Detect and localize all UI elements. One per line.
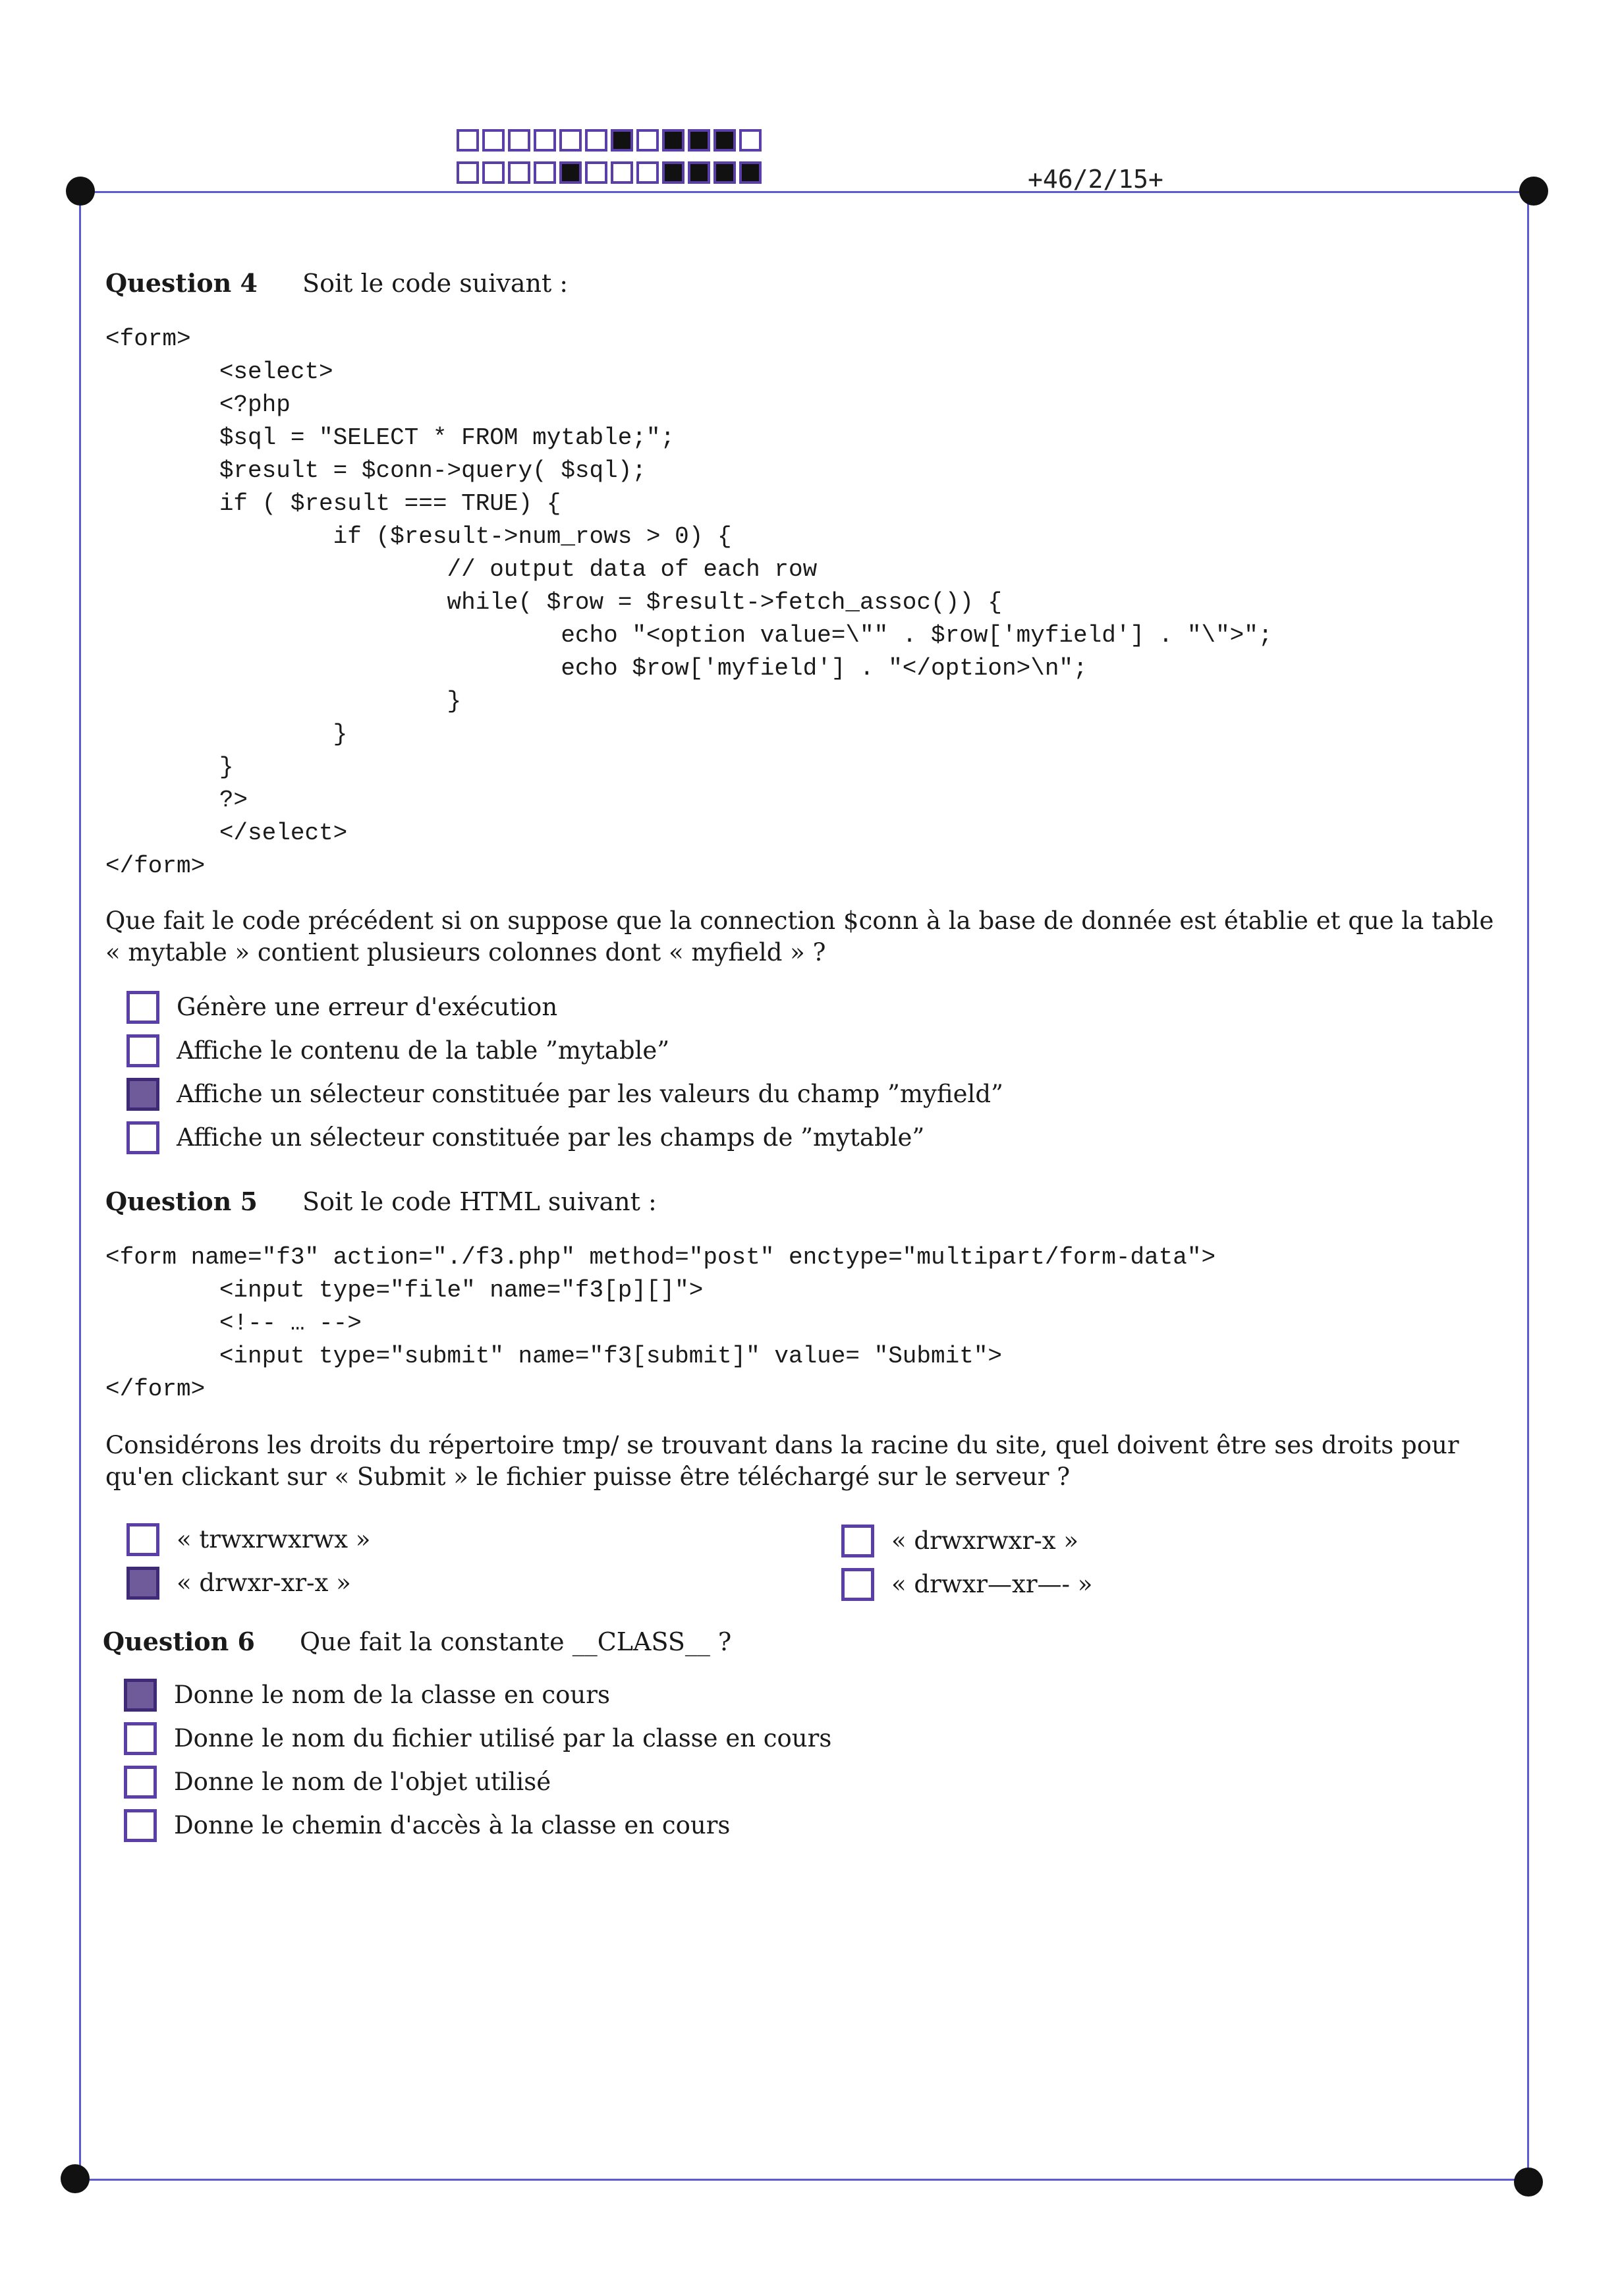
checkbox[interactable]: [124, 1766, 157, 1799]
question-5-text: Considérons les droits du répertoire tmp/ se trouvant dans la racine du site, quel doivent être ses droits pour qu'en clickant sur « Submit » le fichier puisse être téléchargé sur le serveur ?: [105, 1431, 1459, 1491]
barcode-cell: [688, 161, 710, 184]
choice-label: Affiche un sélecteur constituée par les valeurs du champ ”myfield”: [177, 1080, 1003, 1108]
choice-label: Donne le chemin d'accès à la classe en cours: [174, 1811, 731, 1839]
question-5-prompt: Soit le code HTML suivant :: [302, 1187, 657, 1216]
checkbox[interactable]: [126, 1078, 159, 1111]
barcode-cell: [508, 161, 530, 184]
checkbox[interactable]: [841, 1568, 874, 1601]
question-5-choice-3[interactable]: [126, 1567, 351, 1600]
question-6-choice-1[interactable]: [124, 1679, 610, 1712]
choice-label: « drwxr-xr-x »: [177, 1569, 351, 1597]
corner-mark-top-right: [1519, 177, 1548, 206]
barcode-cell: [713, 129, 736, 152]
barcode-row-bottom: [457, 161, 765, 184]
barcode-cell: [662, 129, 684, 152]
barcode-cell: [559, 129, 582, 152]
question-6-choice-4[interactable]: [124, 1809, 730, 1842]
frame-right-line: [1527, 191, 1529, 2181]
checkbox[interactable]: [124, 1679, 157, 1712]
question-6-prompt: Que fait la constante __CLASS__ ?: [300, 1627, 732, 1656]
question-4-choice-3[interactable]: [126, 1078, 1003, 1111]
barcode-cell: [739, 129, 762, 152]
barcode-cell: [534, 129, 556, 152]
corner-mark-bottom-left: [61, 2164, 90, 2193]
barcode-cell: [713, 161, 736, 184]
corner-mark-bottom-right: [1514, 2168, 1543, 2197]
barcode-cell: [662, 161, 684, 184]
question-6-header: [103, 1626, 731, 1658]
barcode-cell: [611, 129, 633, 152]
choice-label: Affiche un sélecteur constituée par les champs de ”mytable”: [177, 1123, 925, 1152]
choice-label: Génère une erreur d'exécution: [177, 993, 558, 1021]
question-4-header: [105, 267, 568, 299]
barcode-cell: [585, 161, 607, 184]
barcode-cell: [457, 161, 479, 184]
question-4-choice-1[interactable]: [126, 991, 557, 1024]
question-6-choice-2[interactable]: [124, 1722, 831, 1755]
checkbox[interactable]: [126, 1034, 159, 1067]
question-4-choice-2[interactable]: [126, 1034, 669, 1067]
barcode-cell: [739, 161, 762, 184]
checkbox[interactable]: [841, 1525, 874, 1557]
barcode-cell: [636, 129, 659, 152]
checkbox[interactable]: [124, 1722, 157, 1755]
question-5-label: Question 5: [105, 1187, 258, 1216]
question-6-label: Question 6: [103, 1627, 255, 1656]
choice-label: « drwxrwxr-x »: [891, 1526, 1078, 1555]
checkbox[interactable]: [126, 1523, 159, 1556]
barcode-cell: [585, 129, 607, 152]
barcode-cell: [688, 129, 710, 152]
question-5-choice-1[interactable]: [126, 1523, 370, 1556]
choice-label: Affiche le contenu de la table ”mytable”: [177, 1036, 670, 1065]
barcode-cell: [482, 129, 505, 152]
page-id: +46/2/15+: [1028, 165, 1163, 194]
barcode-row-top: [457, 129, 765, 152]
frame-bottom-line: [74, 2179, 1528, 2181]
question-6-choice-3[interactable]: [124, 1766, 551, 1799]
checkbox[interactable]: [126, 1121, 159, 1154]
barcode-cell: [636, 161, 659, 184]
barcode-cell: [482, 161, 505, 184]
question-4-code: <form> <select> <?php $sql = "SELECT * FROM mytable;"; $result = $conn->query( $sql); if ( $result === TRUE) { if ($result->num_rows > 0) { // output data of each row while( $row = $result->fetch_assoc()) { echo "<option value=\"" . $row['myfield'] . "\">"; echo $row['myfield'] . "</option>\n"; } } } ?> </select> </form>: [105, 325, 1273, 880]
barcode-cell: [611, 161, 633, 184]
checkbox[interactable]: [124, 1809, 157, 1842]
question-4-label: Question 4: [105, 268, 258, 298]
barcode-cell: [457, 129, 479, 152]
barcode-cell: [508, 129, 530, 152]
question-4-choice-4[interactable]: [126, 1121, 924, 1154]
frame-left-line: [79, 191, 81, 2179]
question-5-choice-2[interactable]: [841, 1525, 1078, 1557]
corner-mark-top-left: [66, 177, 95, 206]
choice-label: Donne le nom de la classe en cours: [174, 1681, 610, 1709]
question-5-choice-4[interactable]: [841, 1568, 1092, 1601]
frame-top-line: [79, 191, 1536, 193]
choice-label: Donne le nom du fichier utilisé par la classe en cours: [174, 1724, 832, 1752]
choice-label: « trwxrwxrwx »: [177, 1525, 371, 1554]
checkbox[interactable]: [126, 991, 159, 1024]
question-5-header: [105, 1186, 657, 1218]
choice-label: « drwxr—xr—- »: [891, 1570, 1093, 1598]
barcode-cell: [559, 161, 582, 184]
question-5-code: <form name="f3" action="./f3.php" method="post" enctype="multipart/form-data"> <input type="file" name="f3[p][]"> <!-- … --> <input type="submit" name="f3[submit]" value= "Submit"> </form>: [105, 1244, 1216, 1403]
choice-label: Donne le nom de l'objet utilisé: [174, 1768, 551, 1796]
question-4-text: Que fait le code précédent si on suppose que la connection $conn à la base de donnée est établie et que la table « mytable » contient plusieurs colonnes dont « myfield » ?: [105, 907, 1494, 966]
question-4-prompt: Soit le code suivant :: [302, 269, 569, 298]
checkbox[interactable]: [126, 1567, 159, 1600]
barcode-cell: [534, 161, 556, 184]
